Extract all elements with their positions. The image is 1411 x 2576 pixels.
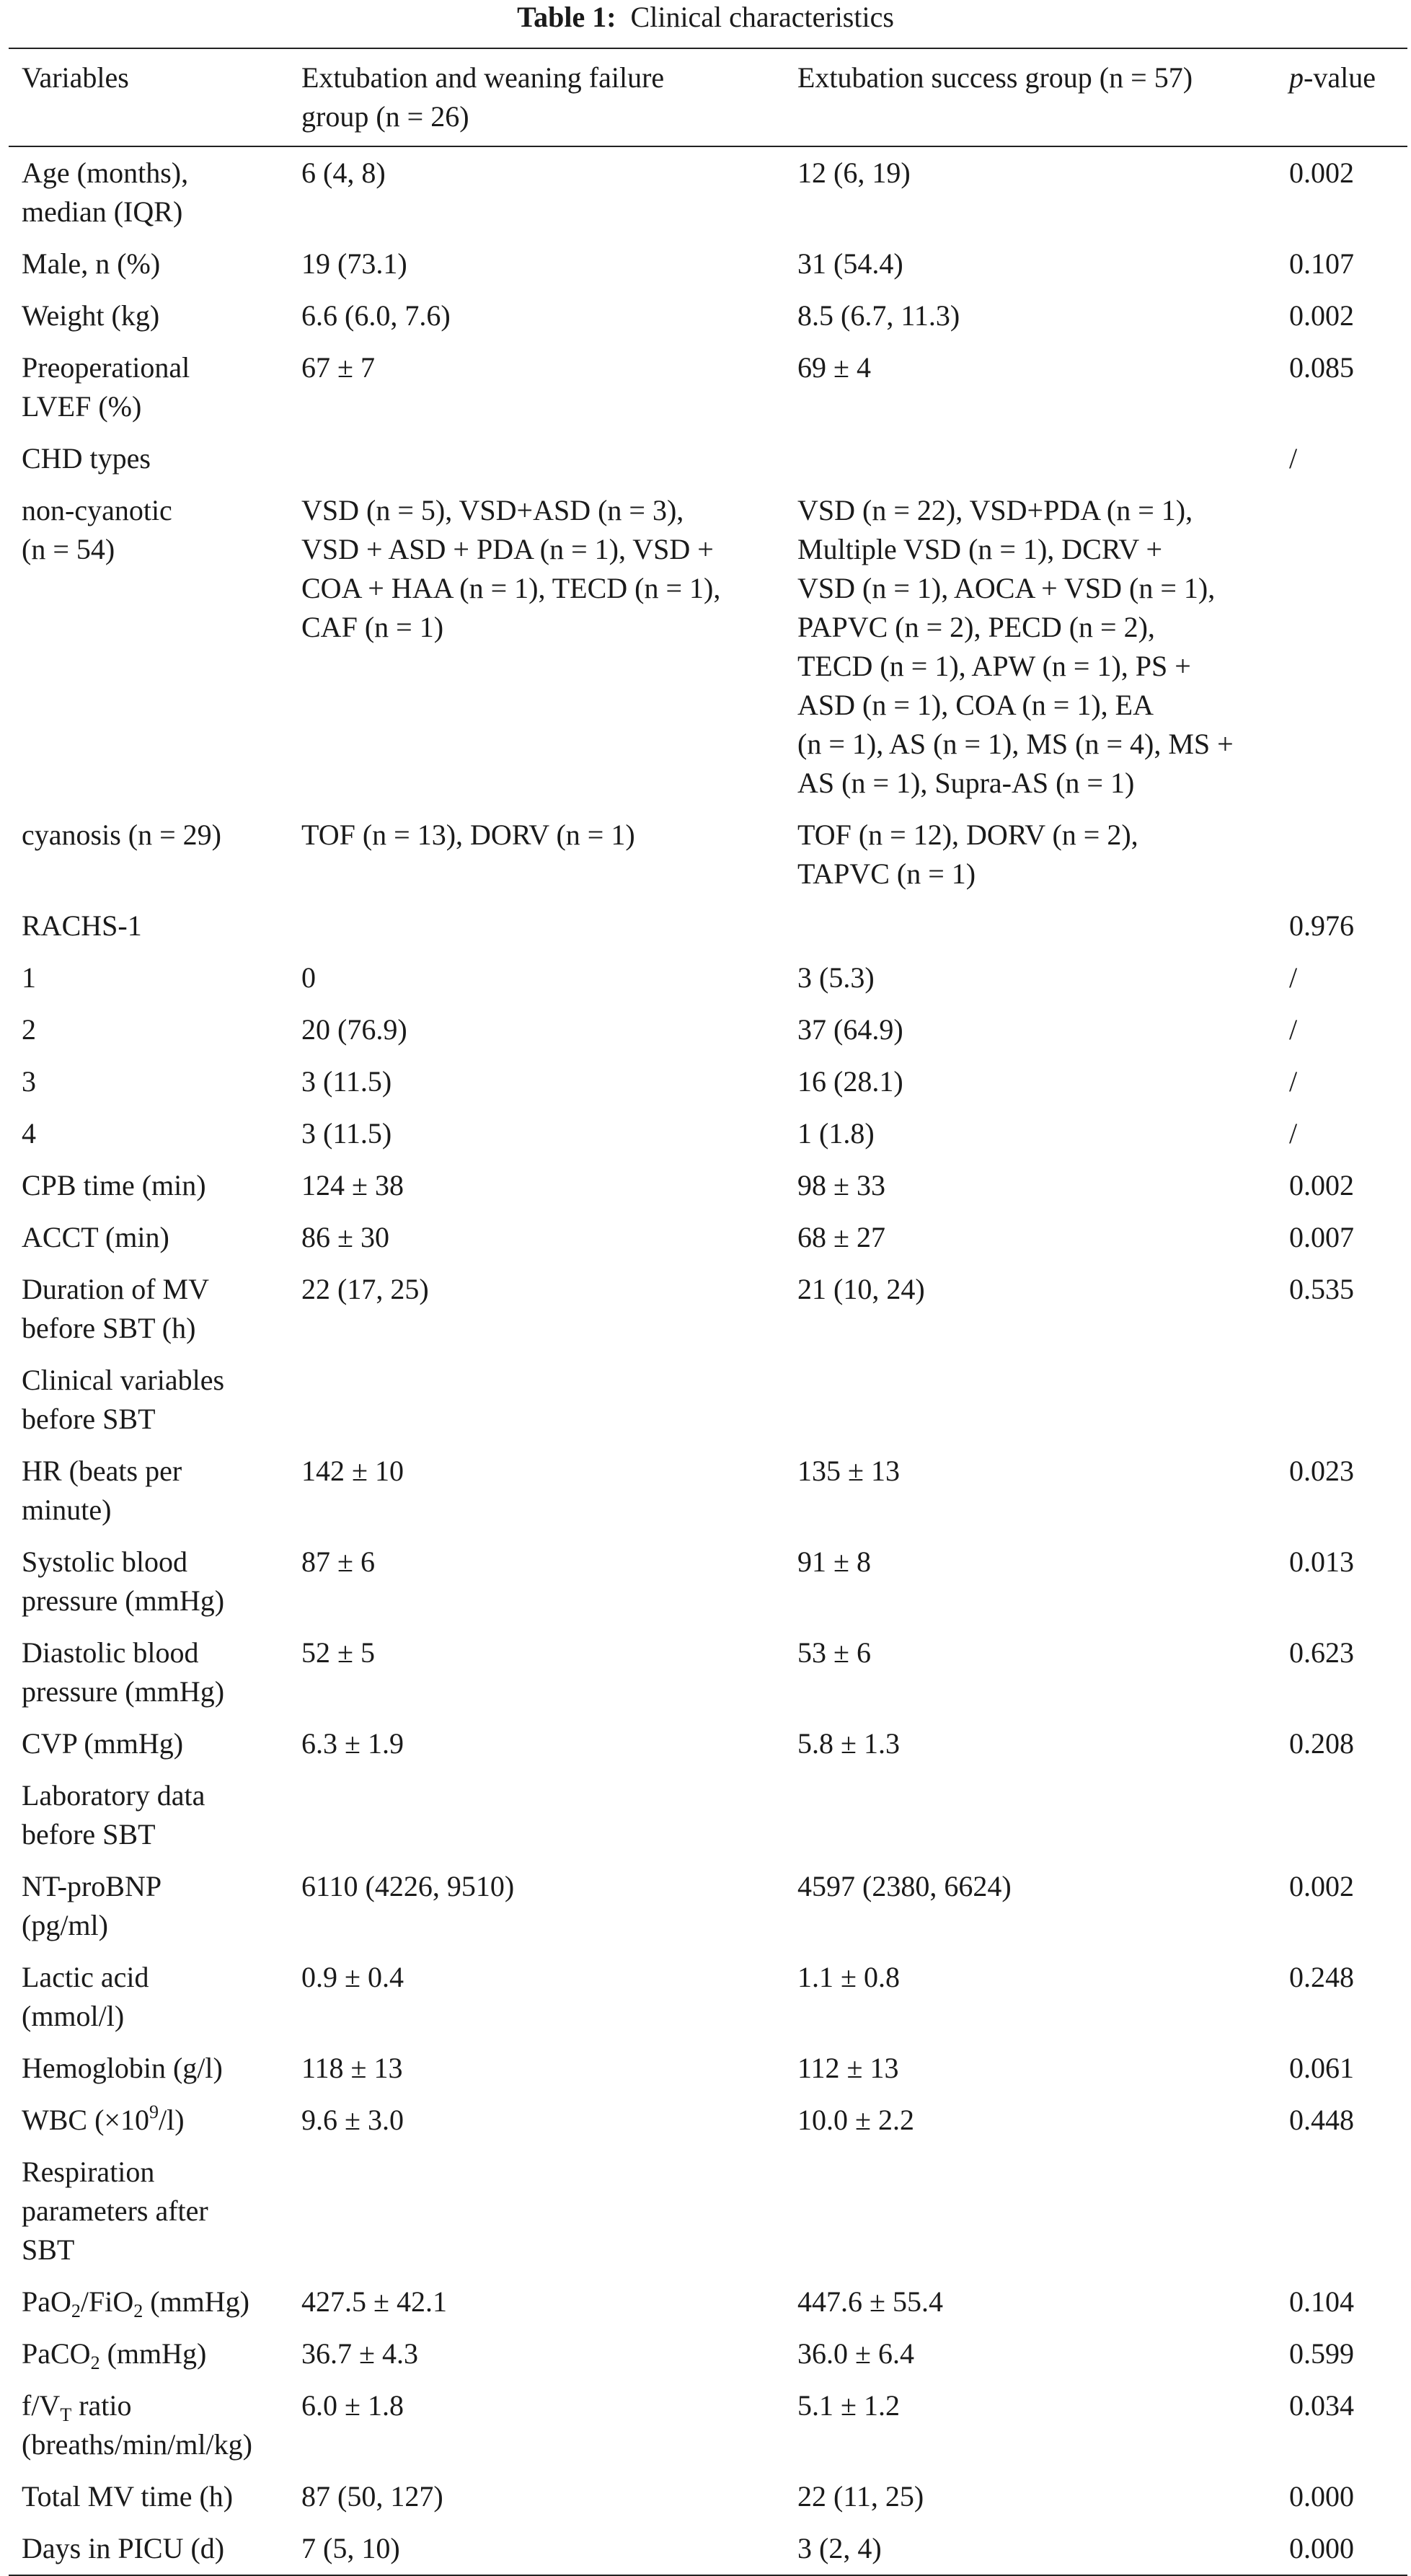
cell-p-value: 0.002 [1289, 156, 1354, 189]
cell-success-group: 112 ± 13 [797, 2052, 899, 2084]
cell-success-group: 3 (2, 4) [797, 2532, 882, 2564]
cell-variable: non-cyanotic (n = 54) [22, 494, 172, 565]
cell-success-group: 31 (54.4) [797, 247, 903, 280]
table-row [9, 433, 1407, 485]
cell-failure-group: 86 ± 30 [301, 1221, 389, 1253]
cell-variable: Total MV time (h) [22, 2480, 234, 2513]
table-row [9, 952, 1407, 1004]
table-row [9, 1627, 1407, 1718]
cell-p-value: / [1289, 442, 1298, 475]
cell-variable: HR (beats per minute) [22, 1455, 182, 1526]
cell-success-group: 5.1 ± 1.2 [797, 2389, 900, 2422]
cell-success-group: 447.6 ± 55.4 [797, 2285, 943, 2318]
cell-failure-group: 87 ± 6 [301, 1545, 375, 1578]
cell-p-value [1276, 1770, 1407, 1861]
cell-success-group: 21 (10, 24) [797, 1273, 925, 1305]
cell-success-group [784, 2146, 1276, 2276]
cell-p-value: 0.208 [1289, 1727, 1354, 1760]
cell-p-value: 0.599 [1289, 2337, 1354, 2370]
cell-variable: Male, n (%) [22, 247, 161, 280]
cell-p-value: 0.104 [1289, 2285, 1354, 2318]
cell-success-group [784, 1770, 1276, 1861]
cell-success-group: 37 (64.9) [797, 1013, 903, 1046]
table-row [9, 2094, 1407, 2146]
cell-variable: Preoperational LVEF (%) [22, 351, 190, 423]
cell-success-group: 98 ± 33 [797, 1169, 885, 1201]
subscript: T [60, 2404, 72, 2425]
cell-p-value: 0.623 [1289, 1636, 1354, 1669]
cell-p-value [1276, 1354, 1407, 1445]
table-row [9, 1536, 1407, 1627]
table-row [9, 2276, 1407, 2328]
table-header-row [9, 48, 1407, 146]
cell-p-value: / [1289, 1065, 1298, 1098]
cell-failure-group: VSD (n = 5), VSD+ASD (n = 3), VSD + ASD + PDA (n = 1), VSD + COA + HAA (n = 1), TECD (n = 1), CAF (n = 1) [301, 494, 721, 643]
table-row [9, 809, 1407, 900]
cell-variable: WBC $(\times 10^9/l)$ [22, 2101, 185, 2136]
cell-variable: Diastolic blood pressure (mmHg) [22, 1636, 225, 1708]
cell-success-group: VSD (n = 22), VSD+PDA (n = 1), Multiple VSD (n = 1), DCRV + VSD (n = 1), AOCA + VSD (n = 1), PAPVC (n = 2), PECD (n = 2), TECD (n = 1), APW (n = 1), PS + ASD (n = 1), COA (n = 1), EA (n = 1), AS (n = 1), MS (n = 4), MS + AS (n = 1), Supra-AS (n = 1) [797, 494, 1234, 799]
cell-variable: Respiration parameters after SBT [22, 2156, 208, 2266]
cell-success-group: 22 (11, 25) [797, 2480, 924, 2513]
header-p-value [1276, 48, 1407, 146]
cell-success-group: 16 (28.1) [797, 1065, 903, 1098]
cell-failure-group: 124 ± 38 [301, 1169, 404, 1201]
table-row [9, 485, 1407, 809]
cell-p-value: 0.000 [1289, 2480, 1354, 2513]
cell-variable: 3 [22, 1065, 36, 1098]
cell-variable: CPB time (min) [22, 1169, 206, 1201]
cell-p-value: / [1289, 1013, 1298, 1046]
cell-p-value: / [1289, 1117, 1298, 1150]
cell-variable: PaCO$_2$ (mmHg) [22, 2337, 207, 2373]
clinical-characteristics-table [9, 48, 1407, 2576]
cell-failure-group: 0.9 ± 0.4 [301, 1961, 404, 1993]
table-row [9, 1160, 1407, 1212]
cell-failure-group [288, 1354, 784, 1445]
table-row [9, 2042, 1407, 2094]
cell-variable: 4 [22, 1117, 36, 1150]
cell-p-value: 0.002 [1289, 299, 1354, 332]
cell-success-group [784, 1354, 1276, 1445]
table-row [9, 900, 1407, 952]
cell-failure-group: TOF (n = 13), DORV (n = 1) [301, 819, 635, 851]
table-row [9, 2146, 1407, 2276]
cell-success-group: 1.1 ± 0.8 [797, 1961, 900, 1993]
table-caption [0, 0, 1411, 35]
cell-p-value: 0.023 [1289, 1455, 1354, 1487]
table-row [9, 1212, 1407, 1263]
header-failure-group: Extubation and weaning failure group (n = 26) [301, 61, 665, 133]
cell-failure-group: 118 ± 13 [301, 2052, 403, 2084]
table-row [9, 1445, 1407, 1536]
cell-failure-group [288, 2146, 784, 2276]
cell-p-value: 0.034 [1289, 2389, 1354, 2422]
cell-p-value: / [1289, 961, 1298, 994]
cell-failure-group: 20 (76.9) [301, 1013, 407, 1046]
cell-success-group: 12 (6, 19) [797, 156, 911, 189]
cell-failure-group: 6.6 (6.0, 7.6) [301, 299, 451, 332]
cell-failure-group: 6.3 ± 1.9 [301, 1727, 404, 1760]
cell-p-value: 0.061 [1289, 2052, 1354, 2084]
header-success-group: Extubation success group (n = 57) [797, 61, 1193, 94]
cell-failure-group: 3 (11.5) [301, 1117, 392, 1150]
cell-failure-group [288, 1770, 784, 1861]
table-row [9, 2471, 1407, 2523]
cell-variable: ACCT (min) [22, 1221, 169, 1253]
table-row [9, 238, 1407, 290]
cell-failure-group: 67 ± 7 [301, 351, 375, 384]
header-p-suffix: -value [1304, 61, 1376, 94]
cell-success-group: 4597 (2380, 6624) [797, 1870, 1012, 1902]
cell-success-group: 1 (1.8) [797, 1117, 875, 1150]
cell-variable: Systolic blood pressure (mmHg) [22, 1545, 225, 1617]
cell-variable: Lactic acid (mmol/l) [22, 1961, 149, 2032]
cell-variable: 2 [22, 1013, 36, 1046]
cell-p-value [1276, 485, 1407, 809]
cell-variable: CHD types [22, 442, 151, 475]
cell-failure-group: 0 [301, 961, 316, 994]
cell-variable: Duration of MV before SBT (h) [22, 1273, 209, 1344]
cell-variable: Days in PICU (d) [22, 2532, 225, 2564]
cell-success-group: 91 ± 8 [797, 1545, 871, 1578]
table-row [9, 1108, 1407, 1160]
cell-success-group: 5.8 ± 1.3 [797, 1727, 900, 1760]
cell-failure-group: 9.6 ± 3.0 [301, 2104, 404, 2136]
table-row [9, 146, 1407, 238]
cell-p-value: 0.248 [1289, 1961, 1354, 1993]
cell-success-group [784, 900, 1276, 952]
cell-p-value: 0.002 [1289, 1169, 1354, 1201]
table-row [9, 1004, 1407, 1056]
table-caption-title: Clinical characteristics [630, 1, 894, 33]
table-row [9, 290, 1407, 342]
cell-variable: Hemoglobin (g/l) [22, 2052, 223, 2084]
cell-success-group [784, 433, 1276, 485]
cell-success-group: 10.0 ± 2.2 [797, 2104, 914, 2136]
cell-variable: CVP (mmHg) [22, 1727, 184, 1760]
cell-p-value: 0.002 [1289, 1870, 1354, 1902]
cell-success-group: 8.5 (6.7, 11.3) [797, 299, 960, 332]
subscript: 2 [71, 2301, 81, 2321]
superscript: 9 [149, 2101, 159, 2122]
cell-failure-group: 19 (73.1) [301, 247, 407, 280]
cell-failure-group [288, 900, 784, 952]
cell-failure-group: 142 ± 10 [301, 1455, 404, 1487]
header-variables: Variables [22, 61, 129, 94]
cell-variable: Age (months), median (IQR) [22, 156, 189, 228]
table-row [9, 1861, 1407, 1951]
cell-success-group: 36.0 ± 6.4 [797, 2337, 914, 2370]
cell-failure-group: 6 (4, 8) [301, 156, 386, 189]
table-row [9, 1770, 1407, 1861]
cell-p-value [1276, 2146, 1407, 2276]
header-p-italic: p [1289, 61, 1304, 94]
table-caption-label: Table 1: [517, 1, 616, 33]
cell-variable: RACHS-1 [22, 909, 142, 942]
cell-variable: NT-proBNP (pg/ml) [22, 1870, 162, 1941]
table-row [9, 342, 1407, 433]
cell-variable: Weight (kg) [22, 299, 160, 332]
cell-failure-group: 87 (50, 127) [301, 2480, 443, 2513]
cell-variable: Laboratory data before SBT [22, 1779, 205, 1851]
table-row [9, 2328, 1407, 2380]
cell-p-value: 0.013 [1289, 1545, 1354, 1578]
cell-success-group: TOF (n = 12), DORV (n = 2), TAPVC (n = 1) [797, 819, 1138, 890]
cell-failure-group: 52 ± 5 [301, 1636, 375, 1669]
table-row [9, 1354, 1407, 1445]
table-row [9, 1951, 1407, 2042]
table-row [9, 1718, 1407, 1770]
cell-variable: Clinical variables before SBT [22, 1364, 225, 1435]
subscript: 2 [90, 2352, 100, 2373]
cell-failure-group [288, 433, 784, 485]
cell-p-value: 0.085 [1289, 351, 1354, 384]
cell-success-group: 68 ± 27 [797, 1221, 885, 1253]
cell-p-value: 0.000 [1289, 2532, 1354, 2564]
cell-success-group: 135 ± 13 [797, 1455, 900, 1487]
table-row [9, 1263, 1407, 1354]
cell-success-group: 69 ± 4 [797, 351, 871, 384]
table-row [9, 1056, 1407, 1108]
cell-variable: 1 [22, 961, 36, 994]
cell-variable: cyanosis (n = 29) [22, 819, 221, 851]
table-row [9, 2523, 1407, 2575]
cell-p-value: 0.535 [1289, 1273, 1354, 1305]
cell-p-value [1276, 809, 1407, 900]
cell-p-value: 0.448 [1289, 2104, 1354, 2136]
cell-failure-group: 6110 (4226, 9510) [301, 1870, 515, 1902]
cell-variable: $f/V_T$ ratio (breaths/min/ml/kg) [22, 2389, 252, 2461]
cell-failure-group: 22 (17, 25) [301, 1273, 429, 1305]
table-row [9, 2380, 1407, 2471]
cell-failure-group: 427.5 ± 42.1 [301, 2285, 447, 2318]
cell-variable: PaO$_2$/FiO$_2$ (mmHg) [22, 2285, 250, 2321]
table-body [9, 146, 1407, 2575]
cell-success-group: 53 ± 6 [797, 1636, 871, 1669]
cell-failure-group: 7 (5, 10) [301, 2532, 400, 2564]
subscript: 2 [133, 2301, 143, 2321]
cell-success-group: 3 (5.3) [797, 961, 875, 994]
cell-failure-group: 3 (11.5) [301, 1065, 392, 1098]
cell-p-value: 0.007 [1289, 1221, 1354, 1253]
cell-p-value: 0.107 [1289, 247, 1354, 280]
cell-failure-group: 36.7 ± 4.3 [301, 2337, 418, 2370]
cell-p-value: 0.976 [1289, 909, 1354, 942]
cell-failure-group: 6.0 ± 1.8 [301, 2389, 404, 2422]
